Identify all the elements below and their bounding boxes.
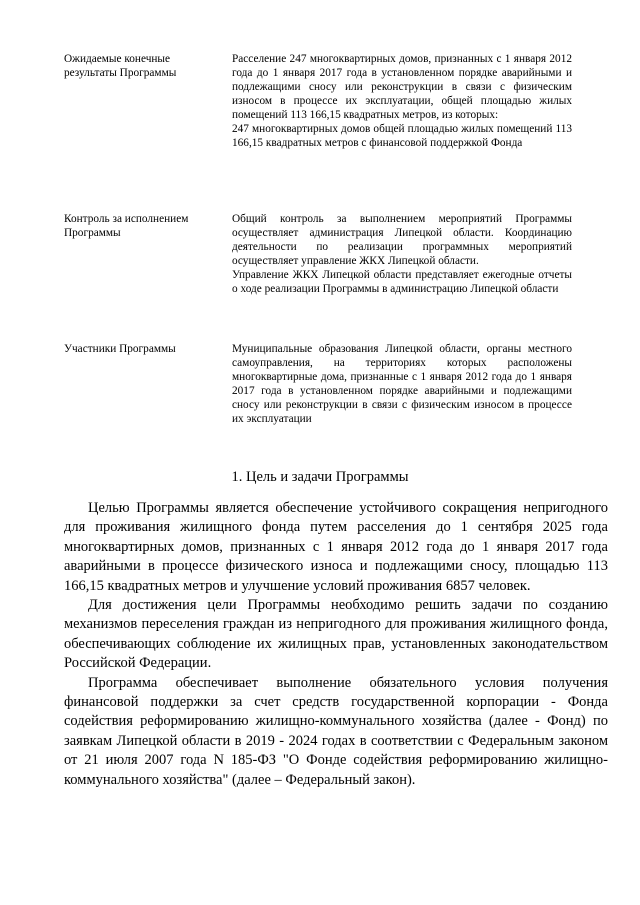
row-value-paragraph: Управление ЖКХ Липецкой области представляет ежегодные отчеты о ходе реализации Программы в администрацию Липецкой области	[232, 269, 572, 295]
row-label: Участники Программы	[64, 343, 176, 355]
section-body	[64, 499, 608, 790]
section-heading: 1. Цель и задачи Программы	[231, 469, 409, 485]
row-value-paragraph: Расселение 247 многоквартирных домов, признанных с 1 января 2012 года до 1 января 2017 года в установленном порядке аварийными и подлежащими сносу или реконструкции в связи с физическим износом в процессе их эксплуатации, общей площадью жилых помещений 113 166,15 квадратных метров, из которых:	[232, 53, 572, 121]
row-value-paragraph: Муниципальные образования Липецкой области, органы местного самоуправления, на территориях которых расположены многоквартирные дома, признанные с 1 января 2012 года до 1 января 2017 года в установленном порядке аварийными и подлежащими сносу или реконструкции в связи с физическим износом в процессе их эксплуатации	[232, 343, 572, 425]
body-paragraph: Для достижения цели Программы необходимо решить задачи по созданию механизмов переселения граждан из непригодного для проживания жилищного фонда, обеспечивающих соблюдение их жилищных прав, установленных законодательством Российской Федерации.	[64, 597, 608, 672]
row-value	[232, 52, 572, 150]
row-value	[232, 212, 572, 296]
row-value-paragraph: Общий контроль за выполнением мероприятий Программы осуществляет администрация Липецкой области. Координацию деятельности по реализации программных мероприятий осуществляет управление ЖКХ Липецкой области.	[232, 213, 572, 267]
body-paragraph: Программа обеспечивает выполнение обязательного условия получения финансовой поддержки за счет средств государственной корпорации - Фонда содействия реформированию жилищно-коммунального хозяйства (далее - Фонд) по заявкам Липецкой области в 2019 - 2024 годах в соответствии с Федеральным законом от 21 июля 2007 года N 185-ФЗ "О Фонде содействия реформированию жилищно-коммунального хозяйства" (далее – Федеральный закон).	[64, 674, 608, 788]
body-paragraph: Целью Программы является обеспечение устойчивого сокращения непригодного для проживания жилищного фонда путем расселения до 1 сентября 2025 года многоквартирных домов, признанных с 1 января 2012 года до 1 января 2017 года аварийными в процессе физического износа и подлежащими сносу, площадью 113 166,15 квадратных метров и улучшение условий проживания 6857 человек.	[64, 500, 608, 594]
row-label: Контроль за исполнением Программы	[64, 213, 189, 239]
row-value-paragraph: 247 многоквартирных домов общей площадью жилых помещений 113 166,15 квадратных метров с финансовой поддержкой Фонда	[232, 123, 572, 149]
row-value	[232, 342, 572, 426]
row-label: Ожидаемые конечные результаты Программы	[64, 53, 177, 79]
